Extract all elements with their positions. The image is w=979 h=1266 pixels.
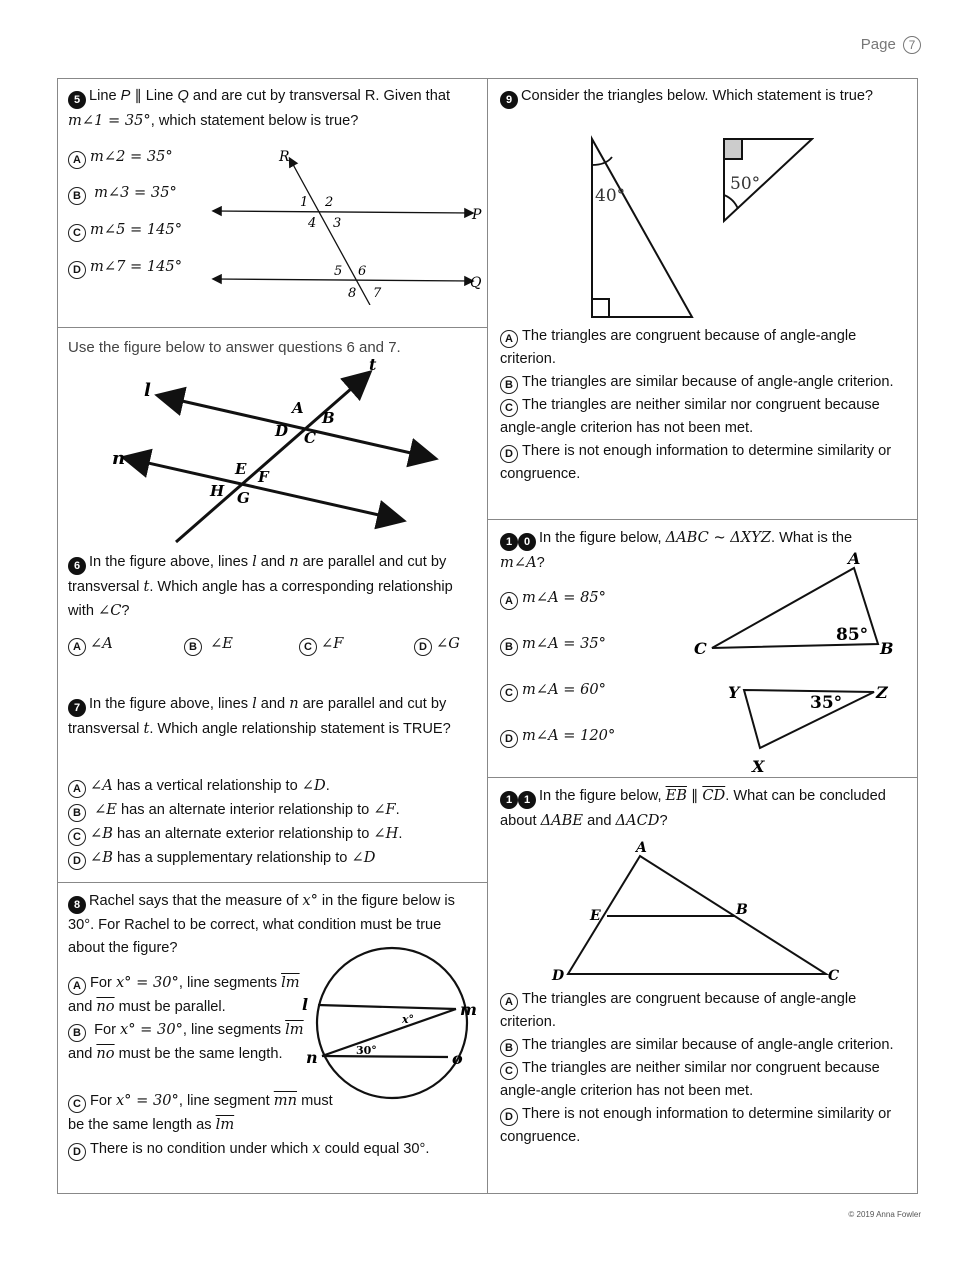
- option-text: ∠F: [321, 635, 344, 652]
- option-text: ∠G: [436, 635, 460, 652]
- angle-6: 6: [358, 264, 367, 279]
- option-text: The triangles are similar because of angle-angle criterion.: [522, 1037, 894, 1053]
- q9-stem: [500, 85, 900, 109]
- option-text: For: [90, 975, 116, 991]
- segment-lm: $\overline{lm}$: [285, 1021, 304, 1038]
- q10-option-a[interactable]: [500, 586, 606, 610]
- label-F: F: [258, 468, 269, 486]
- q10-option-b[interactable]: [500, 632, 606, 656]
- option-text: and: [68, 1046, 97, 1062]
- q5-option-a[interactable]: [68, 145, 173, 169]
- option-text: The triangles are similar because of angle-angle criterion.: [522, 374, 894, 390]
- option-text: m∠A = 85°: [522, 589, 606, 606]
- label-B: B: [736, 902, 748, 918]
- option-text: has an alternate exterior relationship to: [112, 826, 374, 842]
- option-text: For: [90, 1093, 116, 1109]
- q8-figure: [298, 943, 484, 1103]
- q8-option-d[interactable]: [68, 1137, 483, 1161]
- q10-similarity: ΔABC ~ ΔXYZ: [665, 529, 772, 546]
- q9-options: [500, 325, 905, 486]
- option-eq: x° = 30°: [120, 1021, 183, 1038]
- q11-triangle-ACD: ΔACD: [615, 812, 660, 829]
- option-letter: C: [68, 224, 86, 242]
- q9-text: Consider the triangles below. Which statement is true?: [521, 88, 874, 104]
- q6-option-d[interactable]: [414, 632, 460, 656]
- label-E: E: [235, 460, 247, 478]
- label-C: C: [304, 429, 316, 447]
- label-H: H: [210, 482, 225, 500]
- q6-number: 6: [68, 557, 86, 575]
- option-letter: B: [68, 804, 86, 822]
- option-letter: D: [68, 852, 86, 870]
- q8-option-b[interactable]: [68, 1018, 308, 1066]
- option-text: must be the same length.: [114, 1046, 283, 1062]
- q7-t4: . Which angle relationship statement is TRUE?: [149, 721, 451, 737]
- q6-n: n: [289, 553, 299, 570]
- option-letter: B: [184, 638, 202, 656]
- option-text: must be parallel.: [114, 999, 226, 1015]
- q11-t2: . What can be concluded about: [500, 788, 886, 829]
- q10-t3: ?: [536, 555, 545, 571]
- option-letter: C: [68, 828, 86, 846]
- label-A: A: [848, 549, 861, 568]
- option-letter: C: [500, 399, 518, 417]
- option-letter: B: [500, 1039, 518, 1057]
- intro-6-7: Use the figure below to answer questions 6 and 7.: [68, 339, 401, 356]
- q6-t3: are parallel and cut by transversal: [68, 554, 447, 595]
- label-C: C: [694, 639, 707, 658]
- option-letter: A: [500, 592, 518, 610]
- label-Y: Y: [728, 683, 740, 702]
- option-angle: ∠E: [94, 801, 117, 818]
- q5-Q: Q: [177, 88, 189, 104]
- q10-option-c[interactable]: [500, 678, 606, 702]
- option-text: m∠A = 60°: [522, 681, 606, 698]
- q11-t3: and: [583, 813, 616, 829]
- label-G: G: [237, 489, 250, 507]
- option-end: .: [398, 826, 403, 842]
- option-angle: ∠B: [90, 825, 113, 842]
- option-x: x: [312, 1140, 321, 1157]
- q6-option-b[interactable]: [184, 632, 233, 656]
- label-30: 30°: [356, 1044, 377, 1057]
- q7-l: l: [252, 695, 257, 712]
- page-label: Page: [860, 36, 896, 53]
- option-text: The triangles are congruent because of angle-angle criterion.: [500, 991, 857, 1030]
- option-text: could equal 30°.: [320, 1141, 430, 1157]
- label-E: E: [590, 908, 601, 924]
- q11-stem: [500, 784, 900, 833]
- option-end: .: [325, 778, 330, 794]
- option-letter: A: [68, 977, 86, 995]
- option-eq: x° = 30°: [115, 1092, 179, 1109]
- option-letter: B: [68, 1024, 86, 1042]
- option-letter: D: [500, 730, 518, 748]
- label-A: A: [636, 840, 647, 856]
- q10-t2: . What is the: [771, 530, 853, 546]
- q10-figure: [690, 548, 912, 774]
- option-letter: D: [414, 638, 432, 656]
- q11-options: [500, 988, 905, 1149]
- option-letter: D: [68, 1143, 86, 1161]
- option-letter: C: [500, 1062, 518, 1080]
- option-letter: C: [299, 638, 317, 656]
- angle-2: 2: [325, 195, 334, 210]
- q9-option-b[interactable]: [500, 371, 905, 394]
- q6-t1: In the figure above, lines: [89, 554, 253, 570]
- option-letter: D: [68, 261, 86, 279]
- q5-m1: m∠1 = 35°: [68, 112, 151, 129]
- q9-figure: [584, 135, 814, 321]
- q6-stem: [68, 550, 473, 623]
- label-Z: Z: [876, 683, 888, 702]
- q6-t4: . Which angle has a corresponding relationship with: [68, 579, 453, 619]
- option-text: m∠2 = 35°: [90, 148, 173, 165]
- q11-triangle-ABE: ΔABE: [540, 812, 584, 829]
- question-5: [57, 78, 488, 328]
- figure-6-7: [98, 354, 458, 546]
- option-letter: B: [500, 376, 518, 394]
- option-letter: B: [68, 187, 86, 205]
- angle-5: 5: [334, 264, 343, 279]
- label-m: m: [460, 1000, 477, 1019]
- angle-1: 1: [300, 195, 309, 210]
- segment-no: $\overline{no}$: [96, 998, 115, 1015]
- option-text: m∠A = 120°: [522, 727, 616, 744]
- option-text: For: [94, 1022, 121, 1038]
- question-8: [57, 882, 488, 1194]
- q6-option-c[interactable]: [299, 632, 343, 656]
- option-text: m∠5 = 145°: [90, 221, 183, 238]
- angle-3: 3: [333, 216, 342, 231]
- segment-lm: $\overline{lm}$: [215, 1116, 235, 1133]
- q5-t3: and are cut by transversal R. Given that: [188, 88, 451, 104]
- questions-6-7: [57, 327, 488, 883]
- option-letter: A: [500, 330, 518, 348]
- q9-option-c[interactable]: [500, 394, 905, 440]
- option-letter: A: [500, 993, 518, 1011]
- q6-option-a[interactable]: [68, 632, 113, 656]
- q11-number-2: 1: [518, 791, 536, 809]
- label-l: l: [144, 380, 151, 401]
- segment-no: $\overline{no}$: [96, 1045, 115, 1062]
- q5-P: P: [120, 88, 131, 104]
- angle-50: 50°: [730, 174, 761, 194]
- option-letter: A: [68, 638, 86, 656]
- label-C: C: [828, 968, 840, 984]
- angle-35: 35°: [810, 693, 843, 713]
- segment-EB: $\overline{EB}$: [665, 787, 687, 804]
- option-letter: D: [500, 445, 518, 463]
- label-Q: Q: [470, 275, 482, 291]
- question-9: [487, 78, 918, 520]
- q11-parallel: ∥: [686, 788, 703, 804]
- q7-number: 7: [68, 699, 86, 717]
- option-angle: ∠F: [373, 801, 396, 818]
- label-X: X: [752, 757, 765, 774]
- q7-t2: and: [256, 696, 290, 712]
- angle-85: 85°: [836, 625, 869, 645]
- label-D: D: [275, 422, 289, 440]
- option-angle: ∠A: [90, 777, 113, 794]
- option-letter: A: [68, 151, 86, 169]
- label-l: l: [302, 995, 309, 1014]
- q6-t2: and: [256, 554, 290, 570]
- q10-t1: In the figure below,: [539, 530, 666, 546]
- q11-t1: In the figure below,: [539, 788, 666, 804]
- q11-number-1: 1: [500, 791, 518, 809]
- option-letter: C: [500, 684, 518, 702]
- q7-option-c[interactable]: [68, 822, 402, 846]
- q5-t4: , which statement below is true?: [150, 113, 359, 129]
- label-D: D: [552, 968, 565, 984]
- q11-figure: [548, 836, 848, 986]
- q10-mA: m∠A: [500, 554, 537, 571]
- label-A: A: [292, 399, 304, 417]
- label-B: B: [880, 639, 894, 658]
- q9-option-a[interactable]: [500, 325, 905, 371]
- q8-number: 8: [68, 896, 86, 914]
- angle-7: 7: [373, 286, 382, 301]
- q6-t5: ?: [121, 603, 130, 619]
- q5-option-c[interactable]: [68, 218, 182, 242]
- label-x: x°: [402, 1013, 415, 1026]
- option-text: , line segments: [182, 1022, 286, 1038]
- q11-t4: ?: [659, 813, 668, 829]
- q5-t1: Line: [89, 88, 121, 104]
- option-angle: ∠D: [301, 777, 326, 794]
- q7-t1: In the figure above, lines: [89, 696, 253, 712]
- angle-4: 4: [308, 216, 317, 231]
- option-text: ∠E: [210, 635, 233, 652]
- q10-number-1: 1: [500, 533, 518, 551]
- q9-option-d[interactable]: [500, 440, 905, 486]
- option-text: m∠3 = 35°: [94, 184, 177, 201]
- label-P: P: [472, 207, 482, 223]
- q6-l: l: [252, 553, 257, 570]
- option-eq: x° = 30°: [115, 974, 179, 991]
- segment-lm: $\overline{lm}$: [281, 974, 300, 991]
- q11-option-b[interactable]: [500, 1034, 905, 1057]
- label-B: B: [322, 409, 335, 427]
- q6-angle: ∠C: [98, 602, 122, 619]
- angle-8: 8: [348, 286, 357, 301]
- option-text: m∠7 = 145°: [90, 258, 183, 275]
- angle-40: 40°: [595, 186, 626, 206]
- option-angle: ∠H: [373, 825, 399, 842]
- q7-t: t: [143, 720, 150, 737]
- label-t: t: [369, 355, 377, 374]
- q10-option-d[interactable]: [500, 724, 615, 748]
- q7-n: n: [289, 695, 299, 712]
- q5-option-d[interactable]: [68, 255, 182, 279]
- q7-stem: [68, 692, 473, 741]
- copyright: © 2019 Anna Fowler: [848, 1210, 921, 1219]
- option-text: The triangles are neither similar nor congruent because angle-angle criterion has not been met.: [500, 397, 880, 436]
- page-number-circle: 7: [903, 36, 921, 54]
- q11-option-c[interactable]: [500, 1057, 905, 1103]
- q9-number: 9: [500, 91, 518, 109]
- q7-option-a[interactable]: [68, 774, 402, 798]
- q5-figure: [208, 145, 488, 305]
- option-text: must be the same length as: [68, 1093, 333, 1133]
- q7-option-b[interactable]: [68, 798, 402, 822]
- q8-option-c[interactable]: [68, 1089, 333, 1137]
- q7-options: [68, 774, 402, 870]
- q6-t: t: [143, 578, 150, 595]
- option-text: and: [68, 999, 97, 1015]
- option-text: , line segments: [178, 975, 282, 991]
- q5-option-b[interactable]: [68, 181, 177, 205]
- option-text: There is no condition under which: [90, 1141, 313, 1157]
- q8-x: x°: [302, 892, 318, 909]
- q10-number-2: 0: [518, 533, 536, 551]
- option-letter: D: [500, 1108, 518, 1126]
- option-text: has a supplementary relationship to: [112, 850, 352, 866]
- option-text: There is not enough information to determine similarity or congruence.: [500, 1106, 892, 1145]
- option-text: has an alternate interior relationship to: [116, 802, 374, 818]
- q5-stem: [68, 85, 468, 133]
- label-n: n: [112, 448, 126, 469]
- q11-option-d[interactable]: [500, 1103, 905, 1149]
- segment-CD: $\overline{CD}$: [702, 787, 726, 804]
- page-number: [861, 36, 921, 54]
- option-angle: ∠B: [90, 849, 113, 866]
- q5-number: 5: [68, 91, 86, 109]
- option-letter: C: [68, 1095, 86, 1113]
- question-11: [487, 777, 918, 1194]
- option-end: .: [395, 802, 400, 818]
- q8-option-a[interactable]: [68, 971, 313, 1019]
- q7-t3: are parallel and cut by transversal: [68, 696, 447, 737]
- q8-t2: in the figure below is 30°. For Rachel to be correct, what condition must be true about the figure?: [68, 893, 455, 956]
- option-angle: ∠D: [351, 849, 376, 866]
- option-text: The triangles are neither similar nor congruent because angle-angle criterion has not been met.: [500, 1060, 880, 1099]
- option-letter: B: [500, 638, 518, 656]
- option-text: has a vertical relationship to: [112, 778, 302, 794]
- q8-t1: Rachel says that the measure of: [89, 893, 303, 909]
- label-n: n: [306, 1048, 318, 1067]
- q5-t2: ∥ Line: [130, 88, 178, 104]
- option-text: There is not enough information to determine similarity or congruence.: [500, 443, 892, 482]
- segment-mn: $\overline{mn}$: [273, 1092, 298, 1109]
- option-text: The triangles are congruent because of angle-angle criterion.: [500, 328, 857, 367]
- option-text: , line segment: [178, 1093, 274, 1109]
- label-o: o: [452, 1049, 463, 1068]
- label-R: R: [279, 149, 290, 165]
- option-letter: A: [68, 780, 86, 798]
- option-text: ∠A: [90, 635, 113, 652]
- question-10: [487, 519, 918, 778]
- option-text: m∠A = 35°: [522, 635, 606, 652]
- q11-option-a[interactable]: [500, 988, 905, 1034]
- q7-option-d[interactable]: [68, 846, 402, 870]
